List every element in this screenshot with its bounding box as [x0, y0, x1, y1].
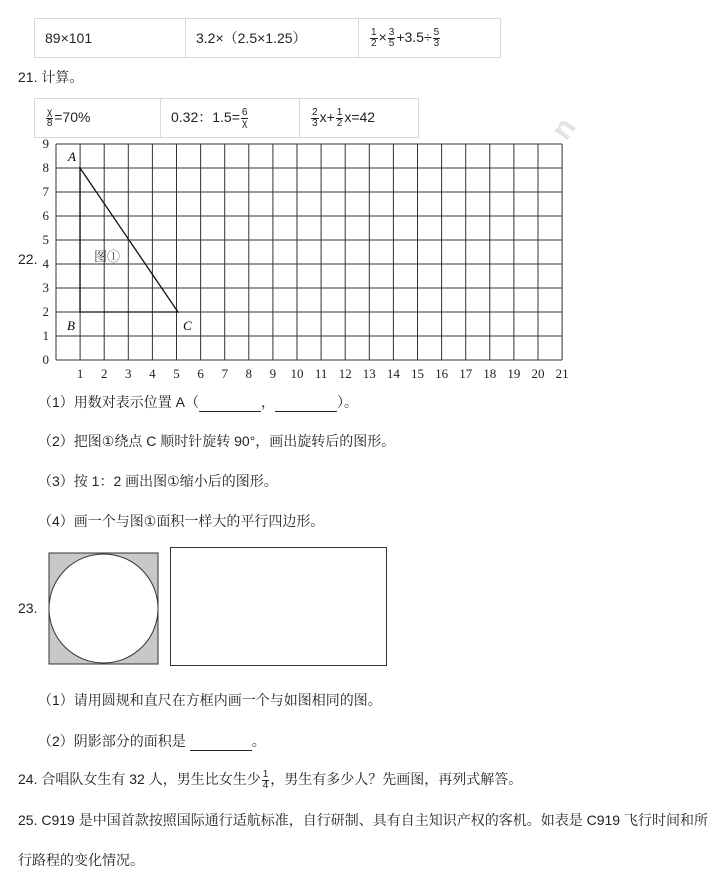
- x-tick-label: 17: [459, 366, 473, 381]
- coordinate-grid: [0, 0, 714, 400]
- x-tick-label: 9: [269, 366, 277, 381]
- question-23-number: 23.: [18, 600, 38, 616]
- y-tick-label: 4: [42, 256, 49, 271]
- x-tick-label: 8: [245, 366, 253, 381]
- circle: [49, 554, 158, 663]
- question-23-part-2: （2）阴影部分的面积是 。: [38, 733, 266, 749]
- y-tick-label: 2: [42, 304, 49, 319]
- question-24: 24. 合唱队女生有 32 人，男生比女生少 $\frac{1}{4}$ ，男生有多少人？先画图，再列式解答。: [18, 768, 523, 791]
- calc-cell: 0.32：1.5= $\frac{6}{\chi}$: [161, 99, 300, 138]
- question-22-part-3: （3）按 1：2 画出图①缩小后的图形。: [38, 473, 278, 489]
- y-tick-label: 1: [42, 328, 49, 343]
- answer-blank[interactable]: [275, 411, 337, 412]
- y-tick-label: 0: [42, 352, 49, 367]
- x-tick-label: 11: [314, 366, 328, 381]
- question-21-title: 21. 计算。: [18, 69, 84, 85]
- x-tick-label: 18: [483, 366, 497, 381]
- x-tick-label: 12: [338, 366, 352, 381]
- question-25-line-1: 25. C919 是中国首款按照国际通行适航标准，自行研制、具有自主知识产权的客机。如表是 C919 飞行时间和所: [18, 812, 708, 828]
- shaded-square-figure: [48, 552, 160, 666]
- question-22-part-4: （4）画一个与图①面积一样大的平行四边形。: [38, 513, 325, 529]
- calc-cell: 3.2×（2.5×1.25）: [186, 19, 359, 58]
- x-tick-label: 14: [386, 366, 400, 381]
- calc-cell: 89×101: [35, 19, 186, 58]
- x-tick-label: 20: [531, 366, 545, 381]
- figure-label: 图①: [94, 249, 121, 264]
- x-tick-label: 19: [507, 366, 521, 381]
- point-c-label: C: [183, 318, 192, 333]
- drawing-box[interactable]: [170, 547, 387, 666]
- x-tick-label: 1: [76, 366, 84, 381]
- x-tick-label: 6: [197, 366, 204, 381]
- x-tick-label: 4: [149, 366, 156, 381]
- calc-cell: $\frac{2}{3}$ x+ $\frac{1}{2}$ x=42: [300, 99, 419, 138]
- y-tick-label: 8: [42, 160, 49, 175]
- answer-blank[interactable]: [190, 750, 252, 751]
- y-tick-label: 3: [42, 280, 49, 295]
- question-25-line-2: 行路程的变化情况。: [18, 852, 144, 868]
- x-tick-label: 21: [555, 366, 569, 381]
- point-b-label: B: [67, 318, 75, 333]
- calc-cell: $\frac{1}{2}$ × $\frac{3}{5}$ +3.5÷ $\frac{5}{3}$: [359, 19, 501, 58]
- question-22-number: 22.: [18, 251, 38, 267]
- x-tick-label: 16: [435, 366, 449, 381]
- x-tick-label: 13: [362, 366, 376, 381]
- point-a-label: A: [68, 149, 76, 164]
- question-22-part-1: （1）用数对表示位置 A（ ， ）。: [38, 394, 359, 410]
- answer-blank[interactable]: [199, 411, 261, 412]
- watermark: n: [544, 111, 583, 146]
- x-tick-label: 5: [173, 366, 180, 381]
- x-tick-label: 7: [221, 366, 228, 381]
- calc-cell: $\frac{\chi}{8}$ =70%: [35, 99, 161, 138]
- y-tick-label: 5: [42, 232, 49, 247]
- y-tick-label: 7: [42, 184, 49, 199]
- y-tick-label: 6: [42, 208, 49, 223]
- y-tick-label: 9: [42, 136, 49, 151]
- x-tick-label: 10: [290, 366, 304, 381]
- question-23-part-1: （1）请用圆规和直尺在方框内画一个与如图相同的图。: [38, 692, 382, 708]
- question-22-part-2: （2）把图①绕点 C 顺时针旋转 90°，画出旋转后的图形。: [38, 433, 396, 449]
- x-tick-label: 2: [100, 366, 108, 381]
- x-tick-label: 15: [411, 366, 424, 381]
- x-tick-label: 3: [125, 366, 132, 381]
